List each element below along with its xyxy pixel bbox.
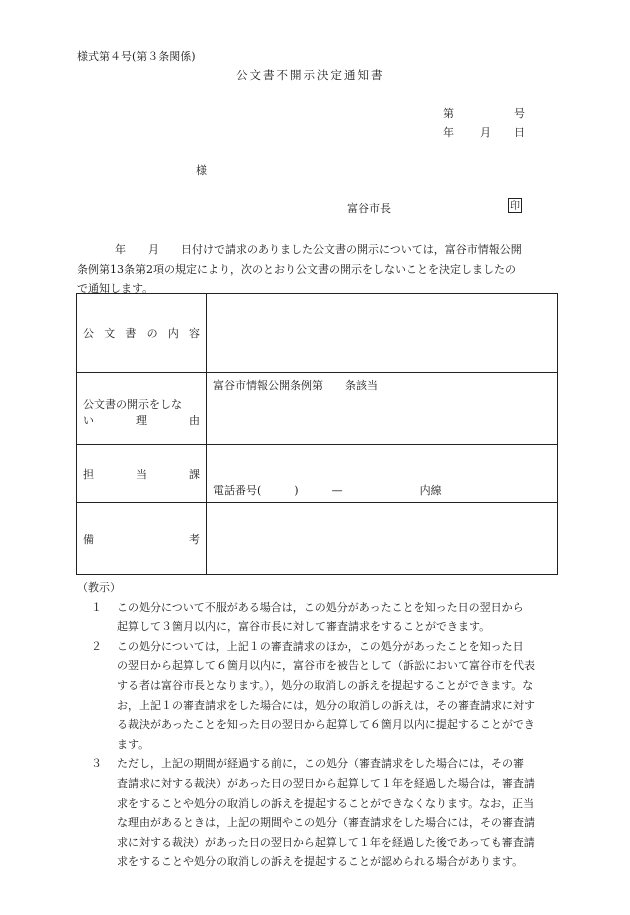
label-department (77, 445, 207, 503)
label-char: い (83, 413, 94, 427)
instruction-item (77, 637, 557, 755)
item-line: この処分について不服がある場合は，この処分があったことを知った日の翌日から (117, 600, 524, 614)
item-line: 求をすることや処分の取消しの訴えを提起することが認められる場合があります。 (117, 855, 524, 869)
value-reason[interactable] (207, 373, 558, 445)
item-line: 査請求に対する裁決）があった日の翌日から起算して１年を経過した場合は，審査請 (117, 776, 535, 790)
label-char: 考 (189, 532, 200, 546)
label-char: 文 (104, 327, 116, 340)
value-document-content[interactable] (207, 294, 558, 373)
item-line: な理由があるときは，上記の期間やこの処分（審査請求をした場合には，その審査請 (117, 816, 535, 830)
item-number: ２ (91, 639, 102, 653)
date-year: 年 (443, 126, 454, 139)
date-month: 月 (480, 126, 491, 139)
item-line: する者は富谷市長となります。），処分の取消しの訴えを提起することができます。な (117, 678, 534, 692)
label-char: 容 (188, 327, 200, 340)
instructions-section (77, 578, 557, 872)
label-char: 担 (83, 467, 94, 481)
item-line: 求をすることや処分の取消しの訴えを提起することができなくなります。なお，正当 (117, 796, 535, 810)
item-line: ます。 (117, 737, 150, 751)
paragraph-line: 年 月 日付けで請求のありました公文書の開示については，富谷市情報公開 (115, 243, 522, 256)
row-department (77, 445, 558, 503)
date-day: 日 (514, 126, 525, 139)
addressee-suffix: 様 (196, 164, 207, 177)
notice-paragraph (77, 240, 557, 299)
label-char: 課 (189, 467, 200, 481)
item-line: お，上記１の審査請求をした場合には，処分の取消しの訴えは，その審査請求に対す (117, 698, 535, 712)
item-number: ３ (91, 757, 102, 771)
notice-table (76, 293, 558, 575)
label-char: 書 (125, 327, 137, 340)
reason-text: 富谷市情報公開条例第 条該当 (213, 379, 378, 392)
issuer-name: 富谷市長 (347, 202, 391, 215)
label-document-content (77, 294, 207, 373)
instructions-heading: （教示） (77, 581, 121, 594)
item-line: る裁決があったことを知った日の翌日から起算して６箇月以内に提起することができ (117, 718, 535, 732)
row-reason (77, 373, 558, 445)
label-char: 由 (189, 413, 200, 427)
document-title: 公文書不開示決定通知書 (236, 68, 385, 82)
label-char: 理 (136, 413, 147, 427)
seal-mark: 印 (508, 198, 522, 213)
label-remarks (77, 503, 207, 575)
label-char: の (146, 327, 158, 340)
item-line: 起算して３箇月以内に，富谷市長に対して審査請求をすることができます。 (117, 620, 491, 634)
row-document-content (77, 294, 558, 373)
form-number: 様式第４号(第３条関係) (77, 50, 196, 63)
item-line: ただし，上記の期間が経過する前に，この処分（審査請求をした場合には，その審 (117, 757, 524, 771)
label-reason (77, 373, 207, 445)
paragraph-line: で通知します。 (77, 282, 154, 295)
paragraph-line: 条例第13条第2項の規定により，次のとおり公文書の開示をしないことを決定しましたの (77, 262, 516, 276)
phone-extension-text: 電話番号( ) — 内線 (213, 484, 442, 497)
number-prefix: 第 (443, 107, 454, 120)
row-remarks (77, 503, 558, 575)
value-department[interactable] (207, 445, 558, 503)
instruction-item (77, 598, 557, 637)
item-line: 求に対する裁決）があった日の翌日から起算して１年を経過した後であっても審査請 (117, 835, 535, 849)
label-char: 備 (83, 532, 94, 546)
instruction-item (77, 754, 557, 872)
item-line: この処分については，上記１の審査請求のほか，この処分があったことを知った日 (117, 639, 524, 653)
number-suffix: 号 (514, 107, 525, 120)
label-char: 当 (136, 467, 147, 481)
value-remarks[interactable] (207, 503, 558, 575)
item-number: １ (91, 600, 102, 614)
label-char: 内 (167, 327, 179, 340)
item-line: の翌日から起算して６箇月以内に，富谷市を被告として（訴訟において富谷市を代表 (117, 659, 535, 673)
label-reason-line1: 公文書の開示をしな (83, 397, 182, 411)
label-char: 公 (83, 327, 94, 340)
